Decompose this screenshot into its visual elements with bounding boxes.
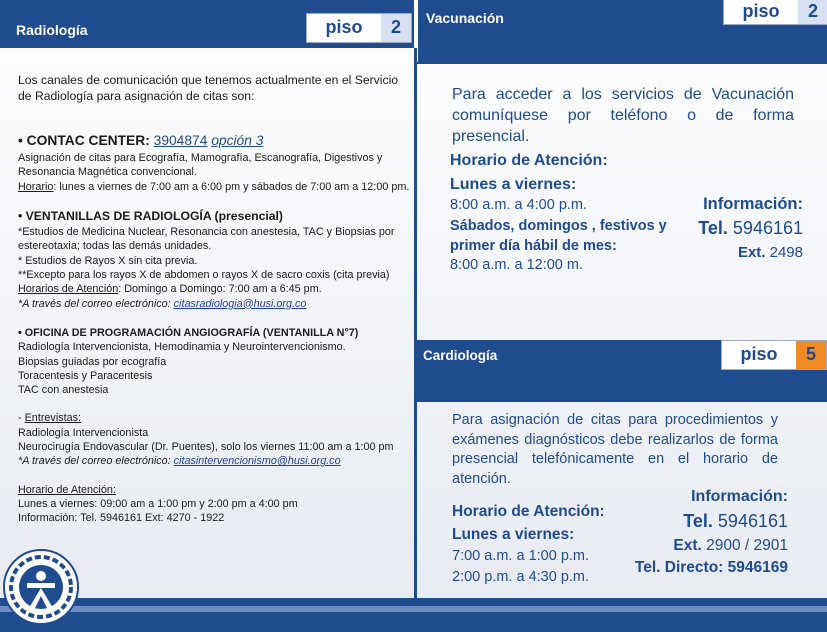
cardiologia-piso-number: 5: [796, 341, 826, 369]
contact-center-horario-label: Horario: [18, 180, 54, 193]
cardiologia-horario-heading: Horario de Atención:: [452, 503, 605, 520]
ventanillas-horario-text: : Domingo a Domingo: 7:00 am a 6:45 pm.: [118, 283, 322, 296]
column-divider: [414, 48, 417, 608]
cardiologia-time1: 7:00 a.m. a 1:00 p.m.: [452, 548, 590, 564]
radiologia-content: [18, 72, 410, 526]
vacunacion-sabados-time: 8:00 a.m. a 12:00 m.: [450, 257, 583, 273]
vacunacion-lunes-heading: Lunes a viernes:: [450, 176, 577, 193]
contact-center-option: opción 3: [211, 133, 264, 148]
vacunacion-info-heading: Información:: [703, 195, 803, 213]
radiologia-piso-badge: [306, 13, 412, 43]
cardiologia-tel-label: Tel.: [683, 511, 713, 531]
vacunacion-piso-number: 2: [798, 0, 827, 24]
contact-center-heading: • CONTAC CENTER:: [18, 133, 150, 148]
cardiologia-directo-line: [580, 559, 788, 577]
cardiologia-directo[interactable]: 5946169: [727, 559, 788, 576]
vacunacion-horario-heading: Horario de Atención:: [450, 152, 608, 169]
cardiologia-ext: 2900 / 2901: [706, 537, 788, 554]
cardiologia-lunes-heading: Lunes a viernes:: [452, 526, 575, 543]
vacunacion-intro: Para acceder a los servicios de Vacunación comuníquese por teléfono o de forma presencial.: [452, 86, 794, 145]
angiografia-horario-line: Lunes a viernes: 09:00 am a 1:00 pm y 2:00 pm a 4:00 pm: [18, 497, 298, 510]
ventanillas-email-link[interactable]: citasradiologia@husi.org.co: [173, 297, 307, 310]
angiografia-item: TAC con anestesia: [18, 384, 109, 397]
radiologia-intro: Los canales de comunicación que tenemos actualmente en el Servicio de Radiología para asignación de citas son:: [18, 73, 399, 103]
ventanillas-horario: [18, 282, 410, 296]
ventanillas-email-prefix: *A través del correo electrónico:: [18, 297, 174, 310]
radiologia-piso-label: piso: [325, 17, 363, 37]
cardiologia-piso-badge: [721, 340, 827, 370]
ventanillas-horario-label: Horarios de Atención: [18, 283, 119, 296]
ventanillas-email-line: [18, 297, 410, 311]
entrevistas-item: Neurocirugía Endovascular (Dr. Puentes), solo los viernes 11:00 am a 1:00 pm: [18, 441, 394, 454]
angiografia-item: Toracentesis y Paracentesis: [18, 369, 153, 382]
ventanillas-line1: *Estudios de Medicina Nuclear, Resonancia con anestesia, TAC y Biopsias por estereotaxia; todas las demás unidades.: [18, 226, 395, 253]
vacunacion-ext-line: [640, 244, 803, 261]
vacunacion-lunes-time: 8:00 a.m. a 4:00 p.m.: [450, 197, 588, 213]
cardiologia-ext-label: Ext.: [673, 537, 702, 554]
hospital-logo-icon: [2, 548, 80, 626]
vacunacion-tel-label: Tel.: [698, 218, 728, 238]
cardiologia-ext-line: [600, 537, 788, 555]
vacunacion-title: Vacunación: [426, 10, 504, 26]
radiologia-piso-number: 2: [381, 14, 411, 42]
angiografia-email-prefix: *A través del correo electrónico:: [18, 455, 174, 468]
footer-band: [0, 598, 827, 632]
horizontal-divider: [417, 62, 827, 64]
cardiologia-piso-label: piso: [740, 344, 778, 364]
cardiologia-intro: Para asignación de citas para procedimientos y exámenes diagnósticos debe realizarlos de forma presencial telefónicamente en el horario de atención.: [452, 412, 778, 487]
ventanillas-line2: * Estudios de Rayos X sin cita previa.: [18, 254, 198, 267]
cardiologia-tel-line: [620, 511, 788, 532]
footer-stripe: [0, 606, 827, 612]
cardiologia-directo-label: Tel. Directo:: [634, 559, 724, 576]
cardiologia-tel[interactable]: 5946161: [717, 511, 788, 531]
ventanillas-heading: • VENTANILLAS DE RADIOLOGÍA (presencial): [18, 208, 283, 223]
entrevistas-prefix: -: [18, 412, 25, 425]
angiografia-info-line: Información: Tel. 5946161 Ext: 4270 - 1922: [18, 512, 225, 525]
ventanillas-line3: **Excepto para los rayos X de abdomen o rayos X de sacro coxis (cita previa): [18, 269, 390, 282]
vacunacion-tel[interactable]: 5946161: [732, 218, 803, 238]
contact-center-heading-line: [18, 133, 410, 149]
angiografia-email-link[interactable]: citasintervencionismo@husi.org.co: [173, 455, 341, 468]
cardiologia-title: Cardiología: [423, 348, 498, 363]
entrevistas-item: Radiología Intervencionista: [18, 426, 149, 439]
entrevistas-label: Entrevistas:: [24, 412, 82, 425]
vacunacion-tel-line: [640, 218, 803, 239]
angiografia-heading: • OFICINA DE PROGRAMACIÓN ANGIOGRAFÍA (VENTANILLA N°7): [18, 326, 359, 339]
contact-center-horario: [18, 180, 410, 194]
contact-center-desc: Asignación de citas para Ecografía, Mamografía, Escanografía, Digestivos y Resonancia Magnética convencional.: [18, 152, 383, 179]
contact-center-phone[interactable]: 3904874: [153, 133, 208, 148]
cardiologia-info-heading: Información:: [691, 488, 788, 505]
vacunacion-piso-label: piso: [742, 1, 780, 21]
angiografia-email-line: [18, 454, 410, 468]
cardiologia-time2: 2:00 p.m. a 4:30 p.m.: [452, 569, 590, 585]
angiografia-item: Biopsias guiadas por ecografía: [18, 355, 167, 368]
hospital-logo: [2, 548, 80, 626]
vacunacion-ext-label: Ext.: [737, 244, 766, 261]
entrevistas-heading: [18, 411, 410, 425]
vacunacion-ext: 2498: [769, 244, 803, 261]
angiografia-horario-label: Horario de Atención:: [18, 483, 116, 496]
radiologia-title: Radiología: [16, 22, 88, 38]
contact-center-horario-text: : lunes a viernes de 7:00 am a 6:00 pm y sábados de 7:00 am a 12:00 pm.: [53, 180, 410, 193]
vacunacion-piso-badge: [723, 0, 827, 25]
vacunacion-sabados-heading: Sábados, domingos , festivos y primer día hábil de mes:: [450, 218, 667, 254]
angiografia-item: Radiología Intervencionista, Hemodinamia y Neurointervencionismo.: [18, 341, 346, 354]
